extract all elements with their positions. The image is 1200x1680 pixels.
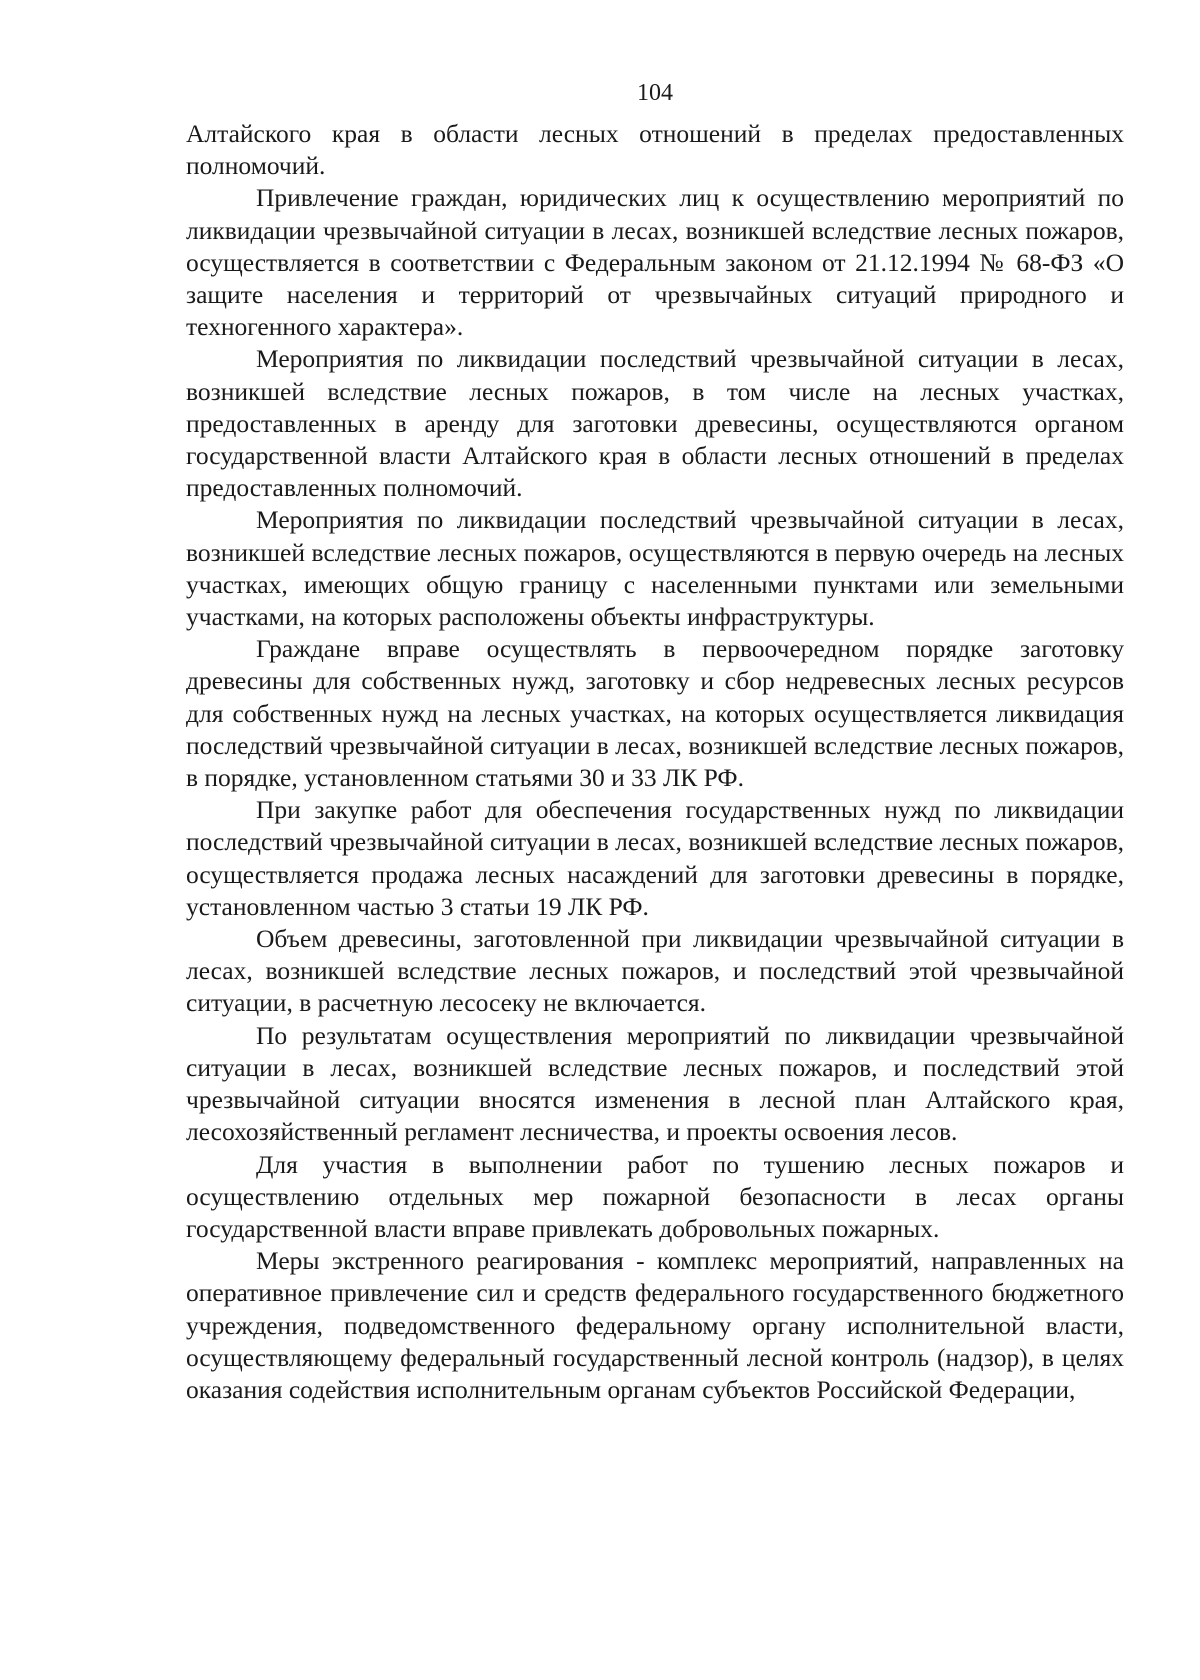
paragraph-citizen-involvement: Привлечение граждан, юридических лиц к осуществлению мероприятий по ликвидации чрезвычайной ситуации в лесах, возникшей вследствие лесных пожаров, осуществляется в соответствии с Федеральным законом от 21.12.1994 № 68-ФЗ «О защите населения и территорий от чрезвычайных ситуаций природного и техногенного характера». <box>186 183 1124 342</box>
paragraph-continuation: Алтайского края в области лесных отношений в пределах предоставленных полномочий. <box>186 119 1124 181</box>
paragraph-procurement: При закупке работ для обеспечения государственных нужд по ликвидации последствий чрезвычайной ситуации в лесах, возникшей вследствие лесных пожаров, осуществляется продажа лесных насаждений для заготовки древесины в порядке, установленном частью 3 статьи 19 ЛК РФ. <box>186 795 1124 921</box>
paragraph-aftermath-measures: Мероприятия по ликвидации последствий чрезвычайной ситуации в лесах, возникшей вследствие лесных пожаров, в том числе на лесных участках, предоставленных в аренду для заготовки древесины, осуществляются органом государственной власти Алтайского края в области лесных отношений в пределах предоставленных полномочий. <box>186 344 1124 503</box>
paragraph-timber-volume: Объем древесины, заготовленной при ликвидации чрезвычайной ситуации в лесах, возникшей вследствие лесных пожаров, и последствий этой чрезвычайной ситуации, в расчетную лесосеку не включается. <box>186 924 1124 1018</box>
paragraph-forest-plan-changes: По результатам осуществления мероприятий по ликвидации чрезвычайной ситуации в лесах, возникшей вследствие лесных пожаров, и последствий этой чрезвычайной ситуации вносятся изменения в лесной план Алтайского края, лесохозяйственный регламент лесничества, и проекты освоения лесов. <box>186 1020 1124 1147</box>
paragraph-citizen-harvesting: Граждане вправе осуществлять в первоочередном порядке заготовку древесины для собственных нужд, заготовку и сбор недревесных лесных ресурсов для собственных нужд на лесных участках, на которых осуществляется ликвидация последствий чрезвычайной ситуации в лесах, возникшей вследствие лесных пожаров, в порядке, установленном статьями 30 и 33 ЛК РФ. <box>186 634 1124 793</box>
paragraph-volunteer-firefighters: Для участия в выполнении работ по тушению лесных пожаров и осуществлению отдельных мер пожарной безопасности в лесах органы государственной власти вправе привлекать добровольных пожарных. <box>186 1149 1124 1243</box>
paragraph-emergency-response: Меры экстренного реагирования - комплекс мероприятий, направленных на оперативное привлечение сил и средств федерального государственного бюджетного учреждения, подведомственного федеральному органу исполнительной власти, осуществляющему федеральный государственный лесной контроль (надзор), в целях оказания содействия исполнительным органам субъектов Российской Федерации, <box>186 1246 1124 1404</box>
document-body <box>186 118 1124 1406</box>
paragraph-priority-areas: Мероприятия по ликвидации последствий чрезвычайной ситуации в лесах, возникшей вследствие лесных пожаров, осуществляются в первую очередь на лесных участках, имеющих общую границу с населенными пунктами или земельными участками, на которых расположены объекты инфраструктуры. <box>186 505 1124 632</box>
page-number: 104 <box>637 80 673 106</box>
